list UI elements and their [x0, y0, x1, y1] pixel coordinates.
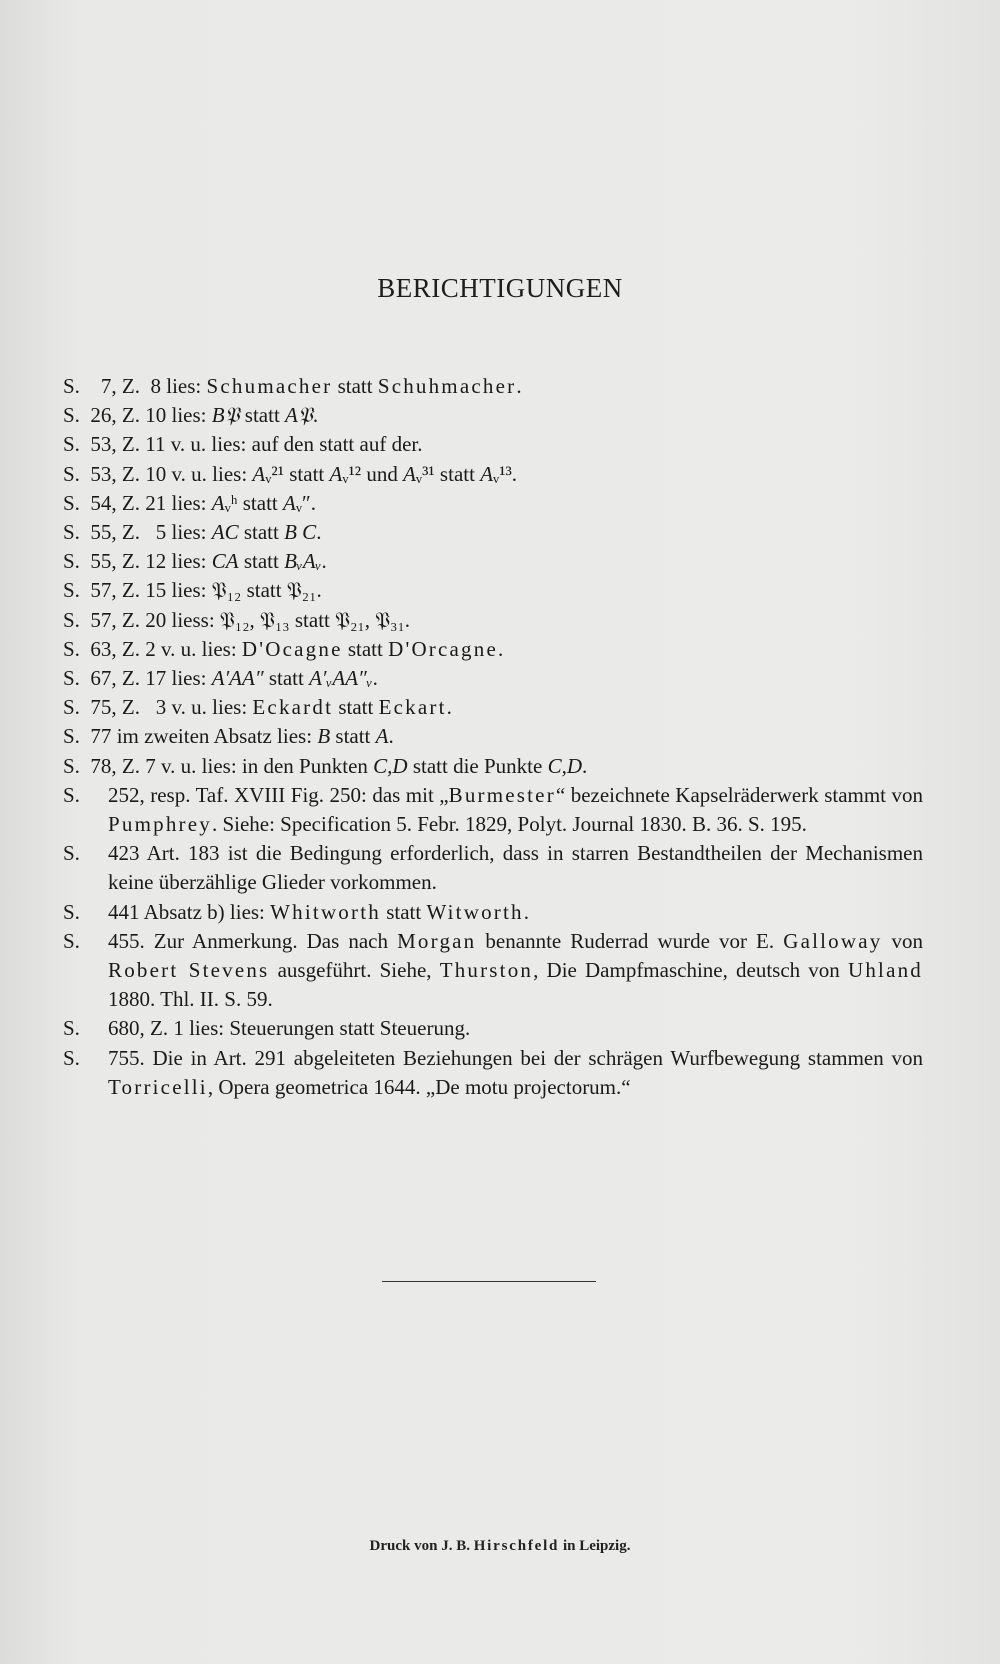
erratum-text-part: A [252, 461, 266, 486]
imprint-name: Hirschfeld [473, 1538, 560, 1554]
erratum-page-ref: S. 26, Z. 10 [63, 403, 172, 428]
erratum-text-part: Galloway [783, 928, 883, 953]
erratum-text-part: Morgan [397, 928, 477, 953]
erratum-text-part: Robert Stevens [108, 958, 270, 983]
erratum-text [172, 489, 923, 518]
erratum-text-part: Whitworth [270, 899, 381, 924]
erratum-text-part: , Opera geometrica 1644. „De motu projectorum.“ [207, 1074, 631, 1099]
erratum-page-ref: S. 75, Z. 3 [63, 695, 172, 720]
erratum-text-part: lies: [171, 666, 212, 691]
erratum-page-ref: S. 67, Z. 17 [63, 666, 172, 691]
erratum-text [172, 664, 923, 693]
erratum-text-part: A [403, 461, 416, 486]
erratum-text-part: A𝔓 [285, 403, 313, 428]
erratum-entry [63, 489, 923, 518]
printer-imprint [0, 1538, 1000, 1555]
erratum-entry [63, 1044, 923, 1102]
erratum-text-part: . [388, 724, 394, 749]
erratum-page-ref: S. 55, Z. 12 [63, 549, 172, 574]
erratum-entry [63, 752, 923, 781]
erratum-entry [63, 606, 923, 635]
erratum-text-part: 755. Die in Art. 291 abgeleiteten Beziehungen bei der schrägen Wurfbewegung stammen von [108, 1045, 923, 1070]
erratum-text [172, 576, 923, 605]
erratum-text-part: Burmester [448, 782, 556, 807]
erratum-text-part: . [516, 374, 522, 398]
erratum-text-part: v. u. lies: [171, 695, 253, 720]
erratum-text-part: A′ᵥAA″ᵥ [309, 666, 373, 691]
erratum-text-part: A [375, 724, 389, 749]
erratum-page-ref: S. 53, Z. 11 [63, 432, 171, 457]
erratum-text-part: 252, resp. Taf. XVIII Fig. 250: das mit „ [108, 782, 449, 807]
erratum-text-part: statt [342, 636, 389, 661]
erratum-text-part: Eckardt [252, 695, 334, 720]
erratum-text-part: lies: [166, 374, 207, 398]
erratum-text-part: D'Ocagne [241, 636, 343, 661]
erratum-entry [63, 722, 923, 751]
erratum-text-part: v. u. lies: [171, 461, 253, 486]
erratum-text-part: . [582, 753, 588, 778]
imprint-after: in Leipzig. [559, 1538, 631, 1554]
erratum-entry [63, 781, 923, 839]
erratum-text-part: 441 Absatz b) lies: [108, 899, 271, 924]
erratum-text [172, 460, 923, 489]
erratum-text-part: C,D [547, 753, 583, 778]
erratum-text [172, 401, 923, 430]
erratum-text-part: Witworth [426, 899, 524, 924]
erratum-text-part: v. u. lies: in den Punkten [161, 753, 374, 778]
erratum-text [108, 1014, 923, 1043]
erratum-text-part: liess: 𝔓₁₂, 𝔓₁₃ statt 𝔓₂₁, 𝔓₃₁. [171, 607, 411, 632]
erratum-text-part: B [317, 724, 331, 749]
erratum-text-part: . [446, 695, 452, 720]
erratum-text-part: , Die Dampfmaschine, deutsch von [533, 958, 848, 983]
erratum-text-part: Uhland [847, 958, 923, 983]
erratum-entry [63, 839, 923, 897]
erratum-text-part: lies: 𝔓₁₂ statt 𝔓₂₁. [171, 578, 322, 603]
erratum-text-part: ᵥ³¹ statt [415, 461, 481, 486]
erratum-text-part: lies: [171, 520, 212, 545]
erratum-text-part: lies: [171, 403, 212, 428]
erratum-text [108, 781, 923, 839]
erratum-entry [63, 547, 923, 576]
erratum-entry [63, 635, 923, 664]
erratum-page-ref: S. [63, 841, 86, 866]
erratum-text-part: statt [238, 549, 285, 574]
erratum-page-ref: S. 54, Z. 21 [63, 490, 172, 515]
erratum-text [161, 752, 923, 781]
erratum-entry [63, 460, 923, 489]
erratum-text-part: . [372, 666, 378, 691]
erratum-text-part: . [523, 899, 529, 924]
erratum-text-part: ᵥ¹² und [342, 461, 404, 486]
erratum-text-part: statt [238, 520, 285, 545]
erratum-text-part: benannte Ruderrad wurde vor E. [476, 928, 784, 953]
erratum-text-part: v. u. lies: auf den statt auf der. [170, 432, 423, 457]
erratum-text-part: CA [211, 549, 239, 574]
erratum-text-part: statt [332, 374, 378, 398]
erratum-text [108, 927, 923, 1015]
erratum-text-part: . Siehe: Specification 5. Febr. 1829, Polyt. Journal 1830. B. 36. S. 195. [211, 812, 807, 837]
erratum-text-part: BᵥAᵥ [284, 549, 322, 574]
erratum-text-part: AC [211, 520, 239, 545]
erratum-text [172, 606, 923, 635]
erratum-text-part: statt [333, 695, 379, 720]
errata-list [63, 372, 923, 1102]
erratum-page-ref: S. [63, 1045, 86, 1070]
erratum-text-part: . [321, 549, 327, 574]
erratum-entry [63, 518, 923, 547]
erratum-text-part: ᵥ²¹ statt [265, 461, 330, 486]
erratum-text-part: v. u. lies: [161, 636, 242, 661]
erratum-text-part: B𝔓 [211, 403, 240, 428]
erratum-entry [63, 401, 923, 430]
erratum-text [161, 635, 923, 664]
erratum-page-ref: S. 57, Z. 15 [63, 578, 172, 603]
erratum-text [166, 372, 923, 401]
erratum-text-part: Torricelli [108, 1074, 208, 1099]
erratum-text-part: Schumacher [206, 374, 333, 398]
erratum-text-part: Schuhmacher [377, 374, 517, 398]
erratum-page-ref: S. 7, Z. 8 [63, 374, 167, 398]
imprint-before: Druck von J. B. [369, 1538, 474, 1554]
erratum-text-part: . [497, 636, 504, 661]
erratum-text-part: A [211, 490, 225, 515]
erratum-text-part: im zweiten Absatz lies: [116, 724, 318, 749]
erratum-text-part: . [312, 403, 319, 428]
erratum-page-ref: S. 57, Z. 20 [63, 607, 172, 632]
erratum-entry [63, 898, 923, 927]
erratum-text-part: lies: [171, 549, 212, 574]
erratum-text [171, 430, 923, 459]
erratum-text [172, 518, 923, 547]
erratum-page-ref: S. 53, Z. 10 [63, 461, 172, 486]
erratum-text [108, 898, 923, 927]
erratum-entry [63, 664, 923, 693]
erratum-text-part: statt [239, 403, 286, 428]
erratum-text [172, 547, 923, 576]
erratum-text-part: B C [284, 520, 317, 545]
erratum-text-part: statt [330, 724, 376, 749]
erratum-text [117, 722, 923, 751]
erratum-text-part: A [480, 461, 494, 486]
erratum-text-part: “ bezeichnete Kapselräderwerk stammt von [555, 782, 924, 807]
erratum-text-part: statt [380, 899, 427, 924]
erratum-text-part: ᵥʰ statt [224, 490, 284, 515]
erratum-entry [63, 927, 923, 1015]
erratum-text-part: ausgeführt. Siehe, [269, 958, 440, 983]
erratum-text-part: A [329, 461, 343, 486]
erratum-text-part: Thurston [439, 958, 534, 983]
erratum-text-part: D'Orcagne [388, 636, 498, 661]
erratum-text-part: von [882, 928, 924, 953]
divider-rule [382, 1281, 596, 1282]
erratum-entry [63, 372, 923, 401]
erratum-text-part: statt die Punkte [407, 753, 548, 778]
erratum-page-ref: S. [63, 782, 86, 807]
erratum-text-part: 423 Art. 183 ist die Bedingung erforderlich, dass in starren Bestandtheilen der Mechanismen keine überzählige Glieder vorkommen. [108, 841, 923, 895]
erratum-page-ref: S. [63, 899, 86, 924]
erratum-entry [63, 576, 923, 605]
erratum-text [108, 839, 923, 897]
erratum-text-part: A [283, 490, 296, 515]
erratum-text-part: 680, Z. 1 lies: Steuerungen statt Steuerung. [108, 1016, 471, 1041]
erratum-entry [63, 430, 923, 459]
erratum-text-part: C,D [373, 753, 408, 778]
erratum-text-part: lies: [171, 490, 212, 515]
erratum-text [108, 1044, 923, 1102]
erratum-page-ref: S. [63, 928, 86, 953]
erratum-page-ref: S. 77 [63, 724, 117, 749]
erratum-text-part: A′AA″ [211, 666, 264, 691]
page-title: BERICHTIGUNGEN [377, 273, 623, 303]
erratum-page-ref: S. 63, Z. 2 [63, 636, 162, 661]
erratum-entry [63, 1014, 923, 1043]
erratum-text-part: Pumphrey [108, 812, 212, 837]
erratum-entry [63, 693, 923, 722]
erratum-text-part: statt [263, 666, 310, 691]
erratum-page-ref: S. [63, 1016, 86, 1041]
erratum-page-ref: S. 78, Z. 7 [63, 753, 162, 778]
erratum-text-part: . [316, 520, 322, 545]
erratum-text-part: ᵥ″. [295, 490, 317, 515]
erratum-text-part: 1880. Thl. II. S. 59. [108, 987, 273, 1012]
erratum-text-part: 455. Zur Anmerkung. Das nach [108, 928, 398, 953]
erratum-text [172, 693, 923, 722]
erratum-text-part: ᵥ¹³. [493, 461, 518, 486]
erratum-page-ref: S. 55, Z. 5 [63, 520, 172, 545]
erratum-text-part: Eckart [378, 695, 447, 720]
